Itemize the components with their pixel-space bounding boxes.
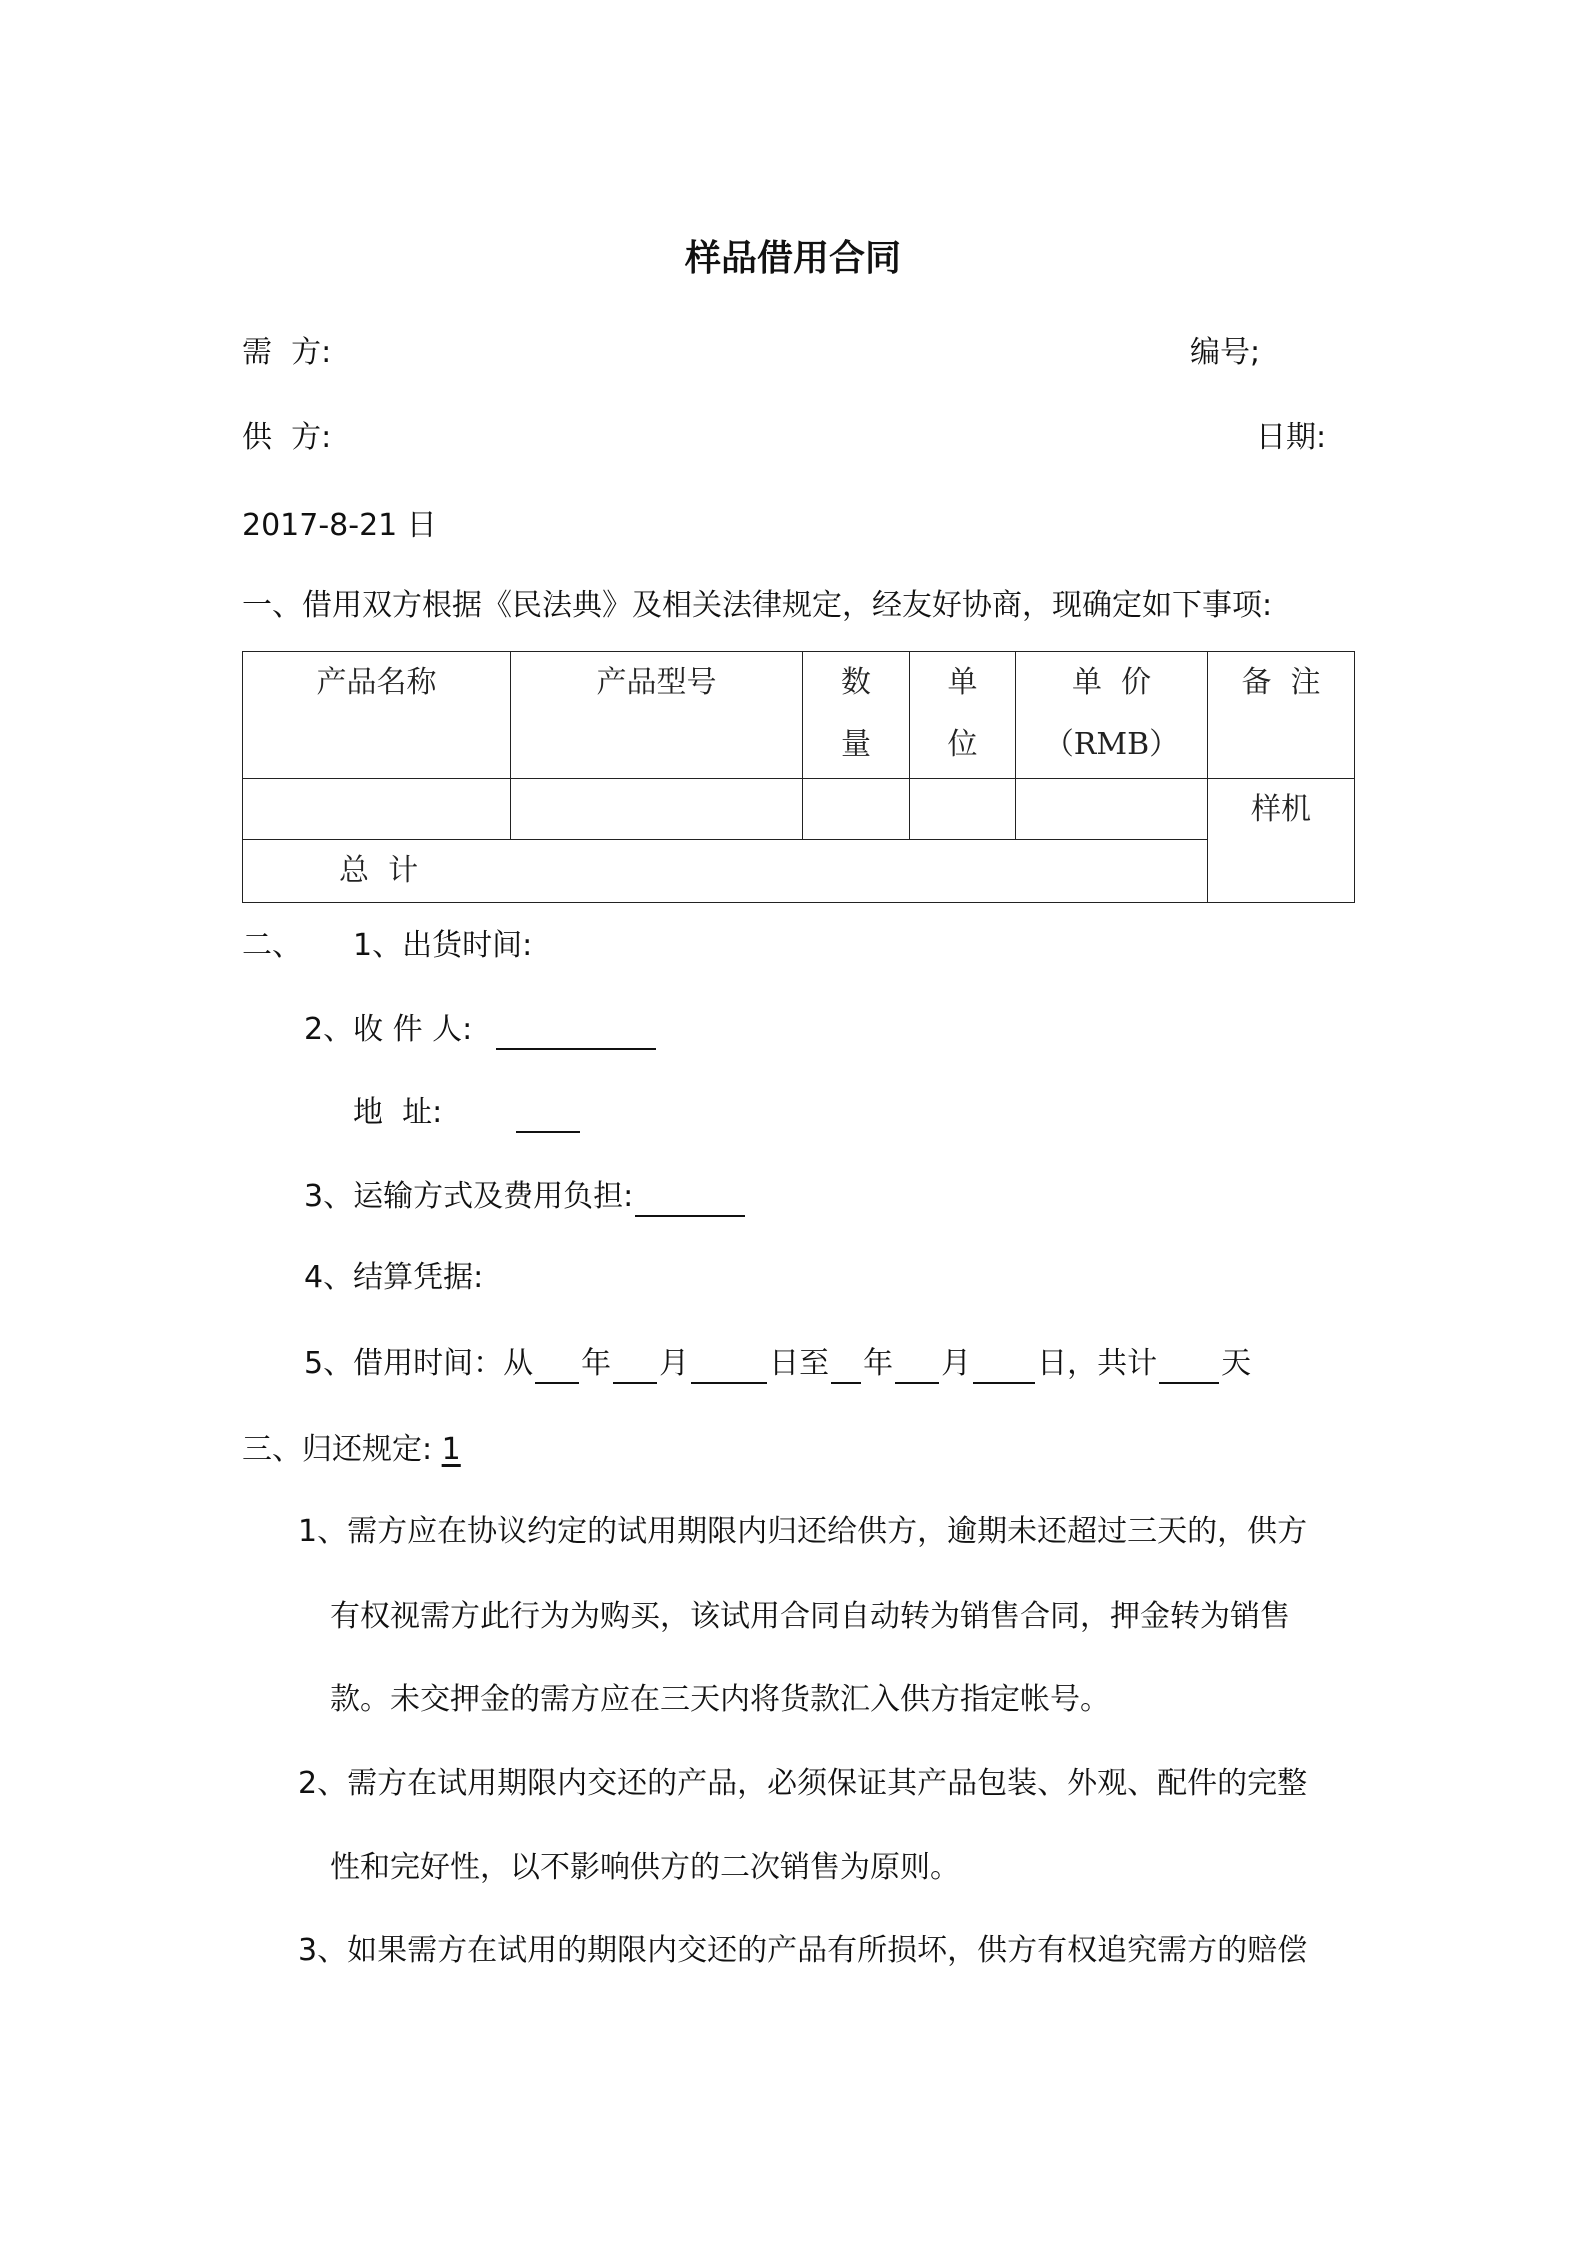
document-title: 样品借用合同 [684,238,901,279]
header-unit-price [1016,652,1208,779]
section2-prefix: 二、 [242,928,302,963]
recipient-row [304,1010,658,1050]
recipient-label: 2、收 件 人: [304,1012,473,1047]
day-total-text: 日，共计 [1037,1346,1158,1381]
end-month-blank[interactable] [895,1352,939,1384]
header-quantity-line1: 数 [841,665,871,700]
start-year-blank[interactable] [535,1352,579,1384]
cell-product-name[interactable] [243,779,511,840]
transport-row [304,1177,747,1217]
section3-heading: 三、归还规定: [242,1432,433,1467]
header-product-name: 产品名称 [243,652,511,779]
address-row [353,1093,582,1133]
return-rule-1-line3: 款。未交押金的需方应在三天内将货款汇入供方指定帐号。 [330,1682,1110,1717]
header-remarks: 备 注 [1208,652,1355,779]
day-to-text: 日至 [769,1346,830,1381]
section3-heading-row [242,1430,461,1470]
date-value: 2017-8-21 日 [242,508,437,543]
end-day-blank[interactable] [973,1352,1035,1384]
header-quantity [803,652,910,779]
header-product-model: 产品型号 [511,652,803,779]
table-header-row [243,652,1355,779]
demand-party-label: 需 方: [242,335,332,370]
recipient-blank[interactable] [496,1018,656,1050]
cell-quantity[interactable] [803,779,910,840]
start-day-blank[interactable] [691,1352,767,1384]
contract-number-label: 编号; [1190,335,1261,370]
table-row [243,779,1355,840]
days-unit: 天 [1221,1346,1252,1381]
cell-unit[interactable] [910,779,1016,840]
return-rule-2-line2: 性和完好性，以不影响供方的二次销售为原则。 [330,1850,960,1885]
header-quantity-line2: 量 [841,727,871,762]
header-unit-line1: 单 [947,665,978,700]
transport-blank[interactable] [635,1185,745,1217]
start-month-unit: 月 [659,1346,690,1381]
end-year-unit: 年 [863,1346,894,1381]
return-rule-1-line1: 1、需方应在协议约定的试用期限内归还给供方，逾期未还超过三天的，供方 [298,1514,1308,1549]
cell-remarks: 样机 [1208,779,1355,903]
section1-intro: 一、借用双方根据《民法典》及相关法律规定，经友好协商，现确定如下事项: [242,588,1273,623]
header-price-line2: （RMB） [1043,727,1180,762]
loan-period-label: 5、借用时间：从 [304,1346,534,1381]
cell-unit-price[interactable] [1016,779,1208,840]
table-total-row [243,840,1355,903]
start-year-unit: 年 [581,1346,612,1381]
cell-product-model[interactable] [511,779,803,840]
end-month-unit: 月 [941,1346,972,1381]
total-days-blank[interactable] [1159,1352,1219,1384]
return-rule-2-line1: 2、需方在试用期限内交还的产品，必须保证其产品包装、外观、配件的完整 [298,1766,1308,1801]
shipping-time-label: 1、出货时间: [353,928,533,963]
header-unit [910,652,1016,779]
date-label: 日期: [1256,420,1327,455]
header-unit-line2: 位 [947,727,978,762]
address-blank[interactable] [516,1101,580,1133]
start-month-blank[interactable] [613,1352,657,1384]
section3-heading-number: 1 [441,1432,461,1467]
address-label: 地 址: [353,1095,443,1130]
header-price-line1: 单 价 [1071,665,1152,700]
return-rule-1-line2: 有权视需方此行为为购买，该试用合同自动转为销售合同，押金转为销售 [330,1599,1290,1634]
end-year-blank[interactable] [831,1352,861,1384]
settlement-label: 4、结算凭据: [304,1260,484,1295]
supply-party-label: 供 方: [242,420,332,455]
goods-table [242,651,1355,903]
loan-period-row [304,1344,1251,1384]
total-label: 总 计 [243,840,1208,903]
return-rule-3-line1: 3、如果需方在试用的期限内交还的产品有所损坏，供方有权追究需方的赔偿 [298,1933,1308,1968]
transport-label: 3、运输方式及费用负担: [304,1179,634,1214]
